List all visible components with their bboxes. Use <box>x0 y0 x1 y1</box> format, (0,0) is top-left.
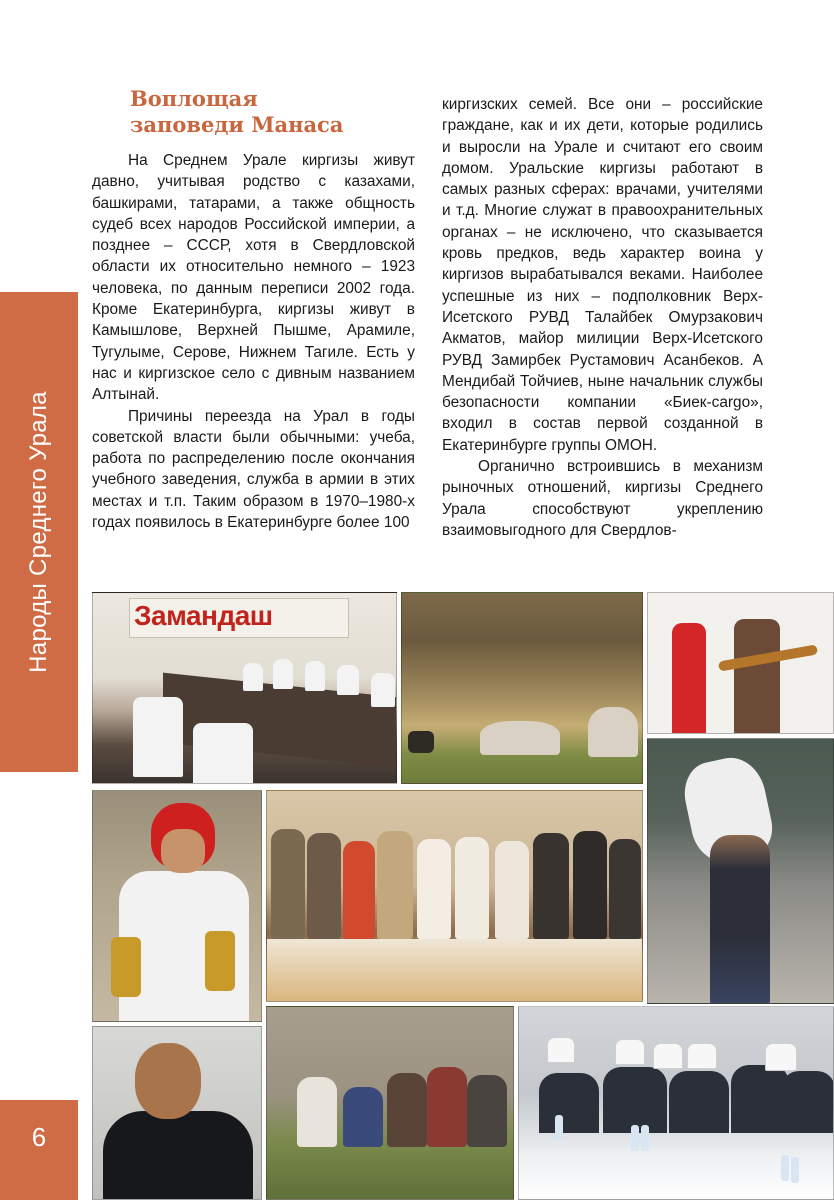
person <box>193 723 253 784</box>
guest <box>307 833 341 939</box>
kalpak-hat <box>653 1043 683 1069</box>
person <box>273 659 293 689</box>
guest <box>455 837 489 939</box>
guest <box>573 831 607 939</box>
page-number-tab <box>0 1100 78 1200</box>
porter <box>710 835 770 1004</box>
horse-rider <box>408 731 434 753</box>
jacket <box>103 1111 253 1200</box>
photo-banquet-group <box>266 790 643 1002</box>
yurt <box>588 707 638 757</box>
photo-meeting <box>92 592 397 784</box>
guest <box>377 831 413 939</box>
water-bottle <box>791 1157 799 1183</box>
sidebar-section-tab <box>0 292 78 772</box>
person <box>387 1073 427 1147</box>
person <box>305 661 325 691</box>
person <box>243 663 263 691</box>
heading-line-2: заповеди Манаса <box>130 112 344 137</box>
water-bottle <box>781 1155 789 1181</box>
banquet-table <box>267 939 643 1002</box>
guest <box>495 841 529 939</box>
musician <box>734 619 780 734</box>
photo-young-athlete <box>92 790 262 1022</box>
kalpak-hat <box>615 1039 645 1065</box>
delegate <box>539 1073 599 1133</box>
trophy <box>205 931 235 991</box>
guest <box>533 833 569 939</box>
delegate <box>603 1067 667 1133</box>
newspaper-banner <box>129 598 349 638</box>
paragraph: Органично встроившись в механизм рыночных отношений, киргизы Среднего Урала способствуют укреплению взаимовыгодного для Свердлов- <box>442 458 763 539</box>
section-title: Народы Среднего Урала <box>25 391 52 673</box>
person <box>133 697 183 777</box>
photo-portrait <box>92 1026 262 1200</box>
guest <box>343 841 375 939</box>
paragraph: На Среднем Урале киргизы живут давно, учитывая родство с казахами, башкирами, татарами, а также общность судеб всех народов Российской империи, а позднее – СССР, хотя в Свердловской области их относительно немного – 1923 человека, по данным переписи 2002 года. Кроме Екатеринбурга, киргизы живут в Камышлове, Верхней Пышме, Арамиле, Тугулыме, Серове, Нижнем Тагиле. Есть у нас и киргизское село с дивным названием Алтынай. <box>92 152 415 404</box>
water-bottle <box>631 1125 639 1151</box>
person <box>337 665 359 695</box>
kalpak-hat <box>765 1043 797 1071</box>
photo-porter <box>647 738 834 1004</box>
photo-conference-kalpaks <box>518 1006 834 1200</box>
text-column-2 <box>442 94 763 541</box>
banner-text: Замандаш <box>134 600 273 631</box>
kalpak-hat <box>547 1037 575 1063</box>
water-bottle <box>641 1125 649 1151</box>
photo-steppe-yurts <box>401 592 643 784</box>
photo-children-yurt <box>266 1006 514 1200</box>
face <box>135 1043 201 1119</box>
yurt <box>480 721 560 755</box>
page-number: 6 <box>31 1122 47 1152</box>
face <box>161 829 205 873</box>
person <box>371 673 395 707</box>
trophy <box>111 937 141 997</box>
paragraph: Причины переезда на Урал в годы советской власти были обычными: учеба, работа по распределению после окончания учебного заведения, служба в армии в этих местах и т.п. Таким образом в 1970–1980-х годах появилось в Екатеринбурге более 100 <box>92 407 415 532</box>
person <box>297 1077 337 1147</box>
singer <box>672 623 706 734</box>
person <box>343 1087 383 1147</box>
photo-musicians <box>647 592 834 734</box>
kalpak-hat <box>687 1043 717 1069</box>
heading-line-1: Воплощая <box>130 86 258 111</box>
delegate <box>781 1071 834 1133</box>
person <box>427 1067 467 1147</box>
guest <box>417 839 451 939</box>
person <box>467 1075 507 1147</box>
guest <box>271 829 305 939</box>
paragraph: киргизских семей. Все они – российские граждане, как и их дети, которые родились и выросли на Урале и считают его своим домом. Уральские киргизы работают в самых разных сферах: врачами, учителями и т.д. Многие служат в правоохранительных органах – не исключено, что сказывается кровь предков, ведь характер воина у киргизов вырабатывался веками. Наиболее успешные из них – подполковник Верх-Исетского РУВД Талайбек Омурзакович Акматов, майор милиции Верх-Исетского РУВД Замирбек Рустамович Асанбеков. А Мендибай Тойчиев, ныне начальник службы безопасности компании «Биек-cargo», входил в состав первой созданной в Екатеринбурге группы ОМОН. <box>442 96 763 454</box>
delegate <box>669 1071 729 1133</box>
water-bottle <box>555 1115 563 1141</box>
text-column-1 <box>92 150 415 533</box>
article-heading <box>130 86 430 138</box>
guest <box>609 839 641 939</box>
